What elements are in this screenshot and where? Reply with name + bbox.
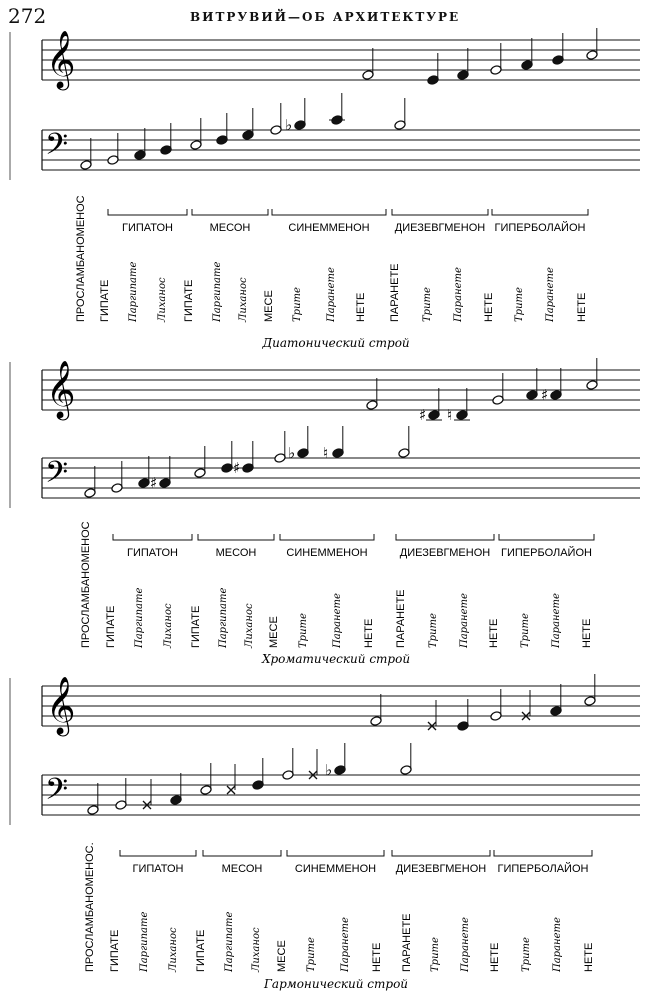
- string-name: МЕСЕ: [276, 940, 288, 972]
- treble-clef-icon: 𝄞: [46, 360, 76, 418]
- treble-clef-icon: 𝄞: [46, 676, 76, 734]
- string-name: Паранете: [551, 593, 562, 648]
- bass-clef-icon: 𝄢: [45, 456, 69, 497]
- string-name: МЕСЕ: [263, 290, 275, 322]
- string-name: НЕТЕ: [576, 292, 588, 322]
- group-label: ДИЕЗЕВГМЕНОН: [395, 863, 487, 875]
- string-name: Паргипате: [212, 261, 223, 322]
- note: [270, 103, 282, 135]
- group-bracket: [392, 209, 488, 215]
- string-name: Паранете: [340, 917, 351, 972]
- note: [242, 108, 254, 140]
- flat-sign-icon: ♭: [288, 444, 296, 462]
- first-string-label: ПРОСЛAМБАНОМЕНОС.: [84, 842, 96, 972]
- music-system-2: [10, 358, 640, 666]
- bass-staff: [42, 128, 640, 170]
- string-name: Лиханос: [168, 927, 179, 972]
- string-name: НЕТЕ: [355, 292, 367, 322]
- running-head: ВИТРУВИЙ—ОБ АРХИТЕКТУРЕ: [190, 10, 461, 24]
- string-name: Паранете: [460, 917, 471, 972]
- string-name: Паранете: [545, 267, 556, 322]
- string-name: НЕТЕ: [583, 942, 595, 972]
- note: [394, 98, 406, 130]
- system-caption: Хроматический строй: [261, 652, 411, 666]
- note: [134, 128, 146, 160]
- string-name: Лиханос: [251, 927, 262, 972]
- string-name: Лиханос: [163, 603, 174, 648]
- first-string-label: ПРОСЛAМБАНОМЕНОС: [80, 521, 92, 648]
- string-name: НЕТЕ: [483, 292, 495, 322]
- note: [252, 758, 264, 790]
- group-bracket: [280, 534, 374, 540]
- group-label: СИНЕММЕНОН: [294, 863, 377, 875]
- group-label: МЕСОН: [215, 547, 257, 559]
- music-system-1: [10, 28, 640, 350]
- string-name: ГИПАТЕ: [99, 279, 111, 322]
- group-label: СИНЕММЕНОН: [288, 222, 370, 234]
- string-name: НЕТЕ: [371, 942, 383, 972]
- bass-clef-icon: 𝄢: [45, 128, 69, 169]
- note: [398, 426, 410, 458]
- string-name: ГИПАТЕ: [195, 929, 207, 972]
- note: [325, 743, 346, 779]
- group-label: МЕСОН: [209, 222, 251, 234]
- note: [221, 441, 233, 473]
- group-bracket: [203, 850, 281, 856]
- group-bracket: [494, 850, 592, 856]
- note: [584, 674, 596, 706]
- string-name: Лиханос: [244, 603, 255, 648]
- note: [138, 456, 150, 488]
- note: [190, 118, 202, 150]
- group-bracket: [392, 850, 490, 856]
- string-name: ГИПАТЕ: [190, 605, 202, 648]
- group-bracket: [120, 850, 196, 856]
- string-name: Паранете: [552, 917, 563, 972]
- string-name: Трите: [520, 613, 531, 648]
- note: [200, 763, 212, 795]
- group-bracket: [272, 209, 386, 215]
- group-label: ГИПЕРБОЛАЙОН: [501, 547, 592, 559]
- note: [107, 133, 119, 165]
- group-bracket: [192, 209, 268, 215]
- treble-staff: [42, 360, 640, 421]
- group-label: ГИПЕРБОЛАЙОН: [497, 863, 589, 875]
- first-string-label: ПРОСЛAМБАНОМЕНОС: [75, 195, 87, 322]
- note: [323, 426, 344, 462]
- string-name: Трите: [422, 287, 433, 322]
- string-name: НЕТЕ: [581, 618, 593, 648]
- note: [550, 684, 562, 716]
- group-label: ГИПАТОН: [132, 863, 184, 875]
- note: [492, 373, 504, 405]
- string-name: ПАРАНЕТЕ: [389, 263, 401, 322]
- note: [400, 743, 412, 775]
- note: [552, 33, 564, 65]
- note: [194, 446, 206, 478]
- string-name: Трите: [521, 937, 532, 972]
- sharp-sign-icon: ♯: [541, 386, 549, 404]
- bass-staff: [42, 456, 640, 498]
- string-name: Трите: [514, 287, 525, 322]
- group-bracket: [396, 534, 494, 540]
- note: [457, 48, 469, 80]
- natural-sign-icon: ♮: [323, 444, 329, 462]
- group-label: ДИЕЗЕВГМЕНОН: [399, 547, 491, 559]
- sharp-sign-icon: ♯: [419, 406, 427, 424]
- note: [233, 441, 254, 477]
- string-name: Паргипате: [134, 587, 145, 648]
- note: [526, 368, 538, 400]
- string-name: Паргипате: [224, 911, 235, 972]
- note: [370, 694, 382, 726]
- string-name: Трите: [430, 937, 441, 972]
- string-name: ПАРАНЕТЕ: [395, 589, 407, 648]
- note: [521, 38, 533, 70]
- group-label: ДИЕЗЕВГМЕНОН: [394, 222, 486, 234]
- page-number: 272: [8, 4, 47, 28]
- string-name: Трите: [292, 287, 303, 322]
- note: [541, 368, 562, 404]
- note: [490, 689, 502, 721]
- note: [362, 48, 374, 80]
- flat-sign-icon: ♭: [325, 761, 333, 779]
- system-caption: Диатонический строй: [262, 336, 410, 350]
- note: [216, 113, 228, 145]
- sharp-sign-icon: ♯: [150, 474, 158, 492]
- sharp-sign-icon: ♯: [233, 459, 241, 477]
- system-caption: Гармонический строй: [263, 977, 409, 991]
- string-name: НЕТЕ: [489, 942, 501, 972]
- string-name: НЕТЕ: [363, 618, 375, 648]
- note: [150, 456, 171, 492]
- string-name: ГИПАТЕ: [183, 279, 195, 322]
- note: [285, 98, 306, 134]
- flat-sign-icon: ♭: [285, 116, 293, 134]
- string-name: ГИПАТЕ: [105, 605, 117, 648]
- string-name: Трите: [306, 937, 317, 972]
- note: [427, 53, 439, 85]
- group-bracket: [198, 534, 274, 540]
- note: [329, 93, 345, 125]
- note: [457, 699, 469, 731]
- group-bracket: [113, 534, 192, 540]
- group-bracket: [108, 209, 187, 215]
- note: [586, 358, 598, 390]
- string-name: Трите: [428, 613, 439, 648]
- note: [87, 783, 99, 815]
- string-name: Паранете: [459, 593, 470, 648]
- group-label: МЕСОН: [221, 863, 263, 875]
- note: [366, 378, 378, 410]
- string-name: Паргипате: [218, 587, 229, 648]
- group-label: ГИПЕРБОЛАЙОН: [494, 222, 586, 234]
- note: [447, 388, 470, 424]
- group-label: СИНЕММЕНОН: [286, 547, 368, 559]
- group-bracket: [492, 209, 588, 215]
- bass-staff: [42, 773, 640, 815]
- group-label: ГИПАТОН: [122, 222, 173, 234]
- group-label: ГИПАТОН: [127, 547, 178, 559]
- string-name: МЕСЕ: [268, 616, 280, 648]
- note: [490, 43, 502, 75]
- note: [160, 123, 172, 155]
- treble-staff: [42, 676, 640, 737]
- music-system-3: [10, 674, 640, 991]
- note: [419, 388, 442, 424]
- bass-clef-icon: 𝄢: [45, 773, 69, 814]
- note: [282, 748, 294, 780]
- note: [80, 138, 92, 170]
- note: [586, 28, 598, 60]
- treble-staff: [42, 30, 640, 91]
- string-name: Лиханос: [157, 277, 168, 322]
- note: [274, 431, 286, 463]
- natural-sign-icon: ♮: [447, 406, 453, 424]
- string-name: НЕТЕ: [488, 618, 500, 648]
- string-name: Паргипате: [139, 911, 150, 972]
- string-name: Паранете: [332, 593, 343, 648]
- note: [115, 778, 127, 810]
- string-name: Паранете: [326, 267, 337, 322]
- note: [111, 461, 123, 493]
- group-bracket: [499, 534, 594, 540]
- treble-clef-icon: 𝄞: [46, 30, 76, 88]
- note: [288, 426, 309, 462]
- note: [227, 764, 235, 794]
- string-name: ПАРАНЕТЕ: [401, 913, 413, 972]
- note: [84, 466, 96, 498]
- note: [170, 773, 182, 805]
- string-name: ГИПАТЕ: [109, 929, 121, 972]
- group-bracket: [287, 850, 384, 856]
- string-name: Лиханос: [238, 277, 249, 322]
- string-name: Паранете: [453, 267, 464, 322]
- string-name: Паргипате: [128, 261, 139, 322]
- string-name: Трите: [298, 613, 309, 648]
